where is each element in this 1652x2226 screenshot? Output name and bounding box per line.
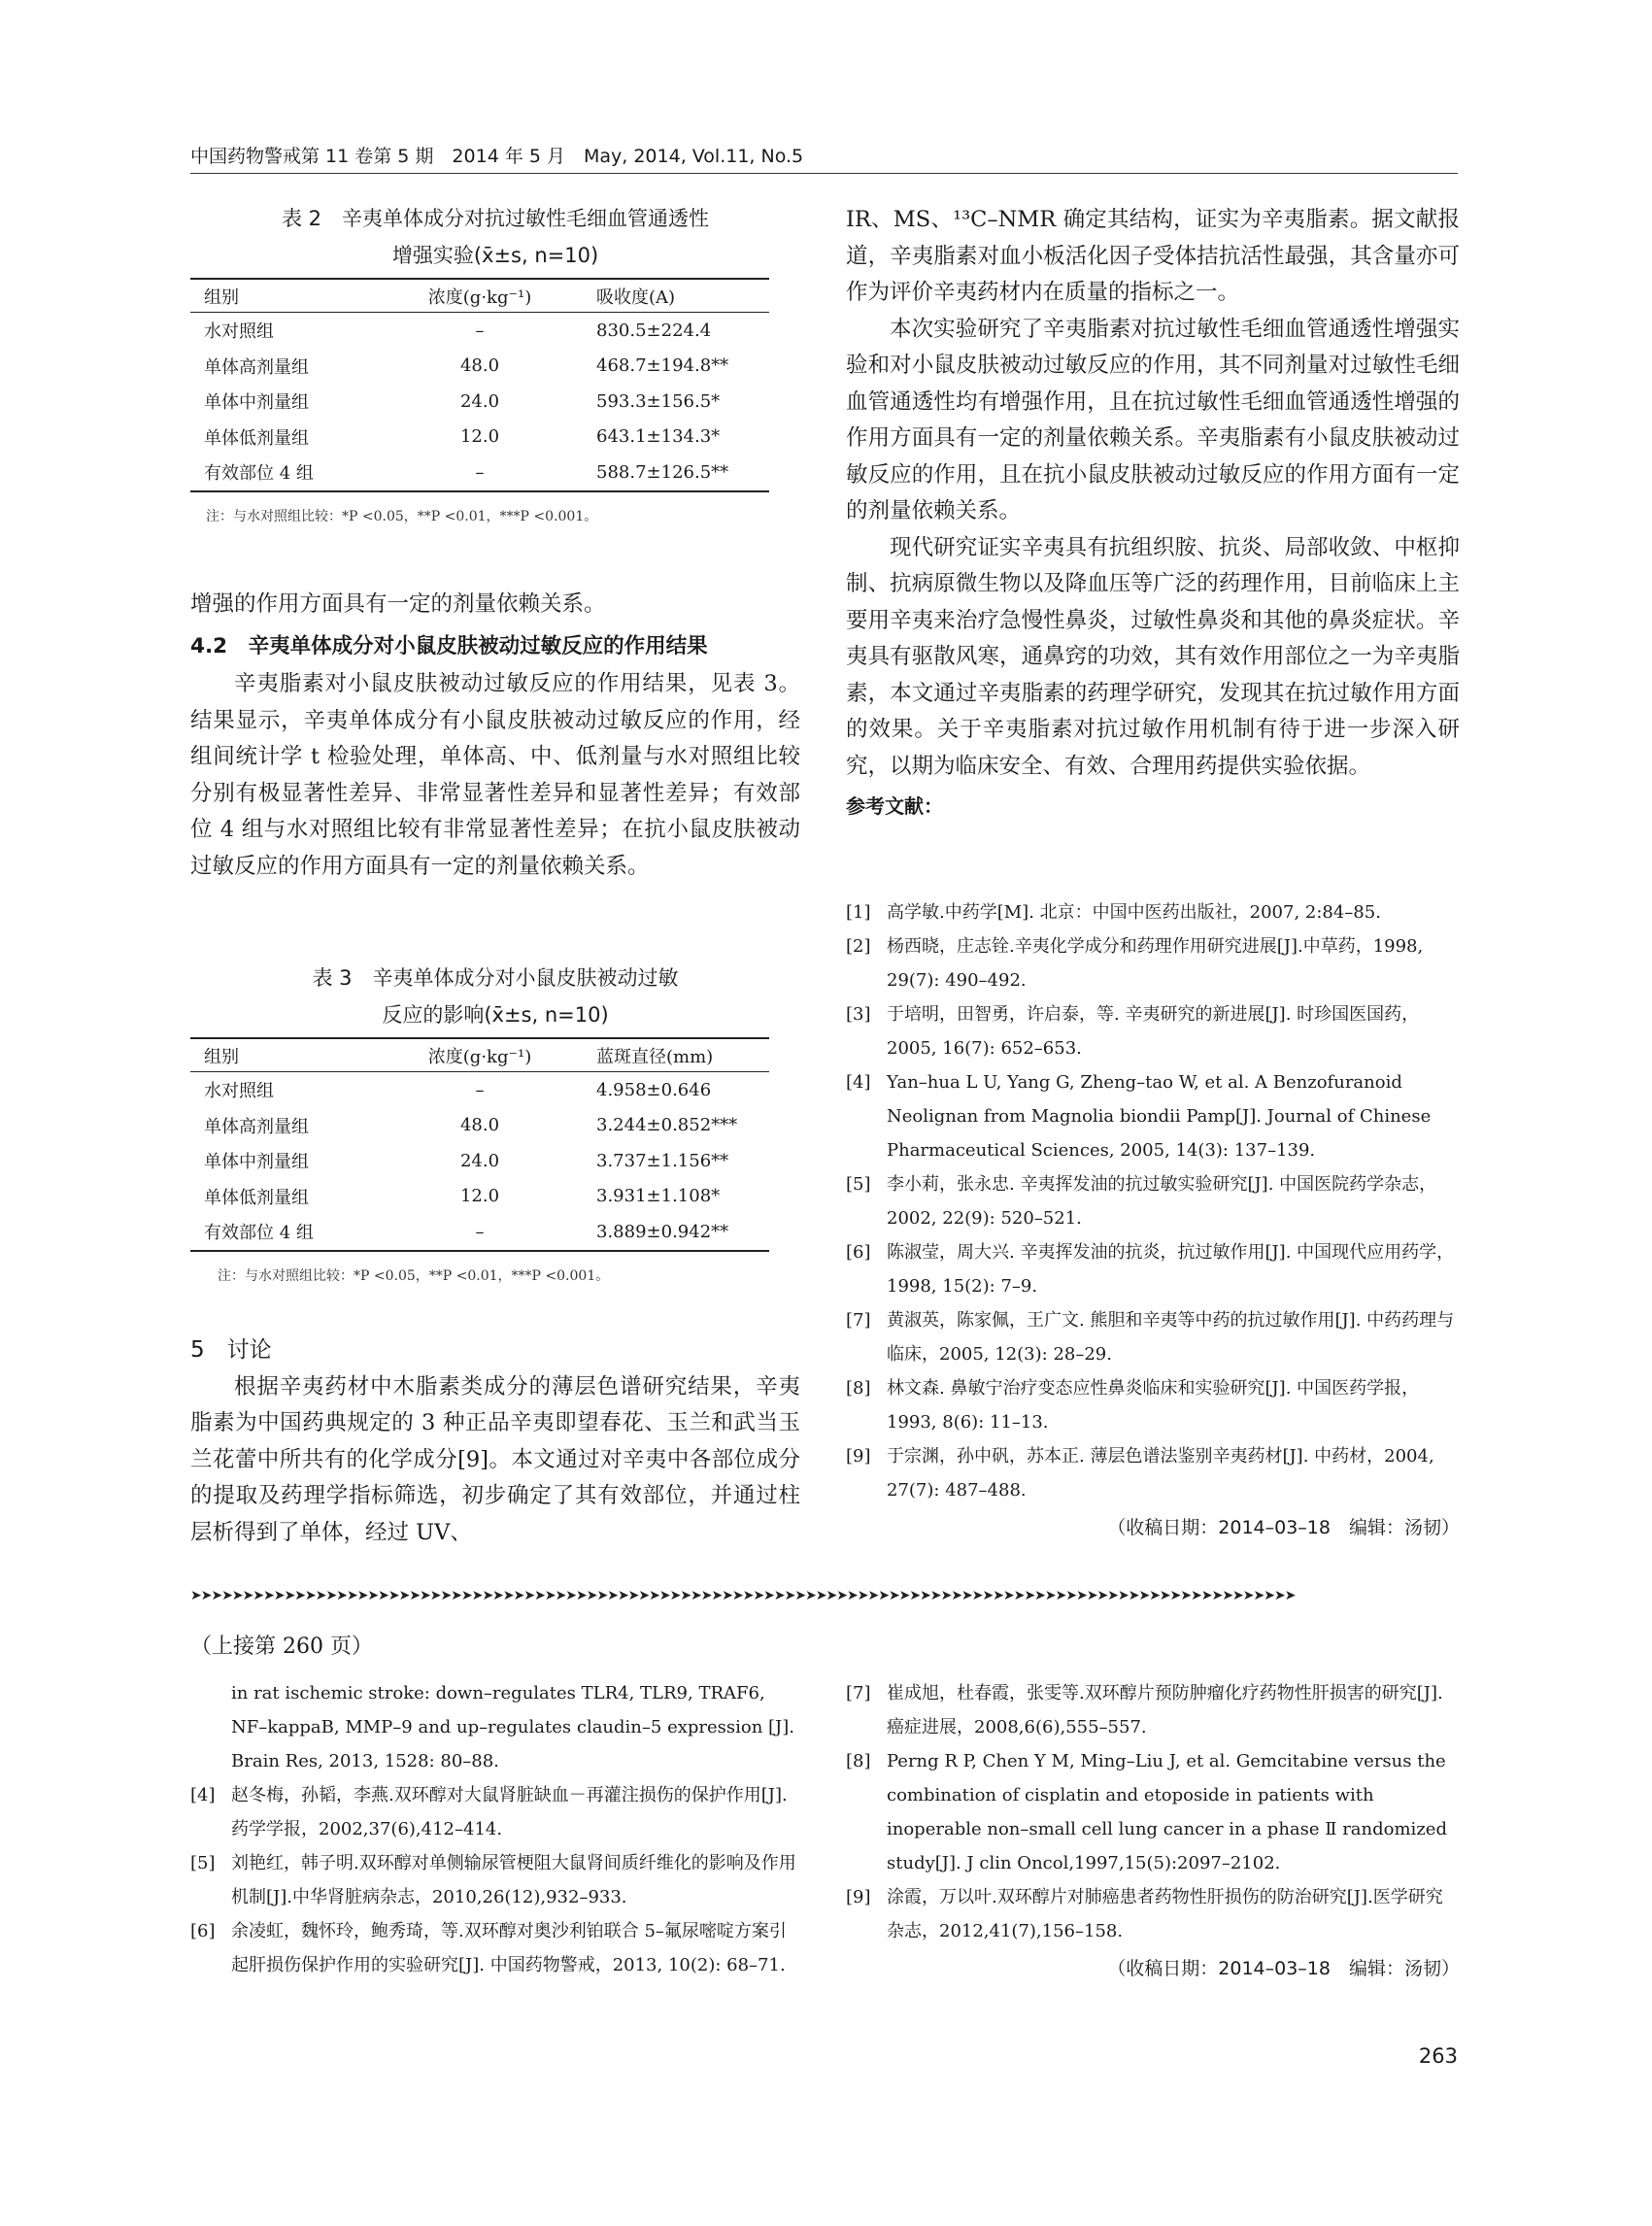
running-header: 中国药物警戒第 11 卷第 5 期 2014 年 5 月 May, 2014, Vol.11, No.5 <box>190 146 804 167</box>
reference-item <box>190 1676 800 1778</box>
table-cell: 24.0 <box>459 390 500 412</box>
table-cell: 单体高剂量组 <box>204 356 309 378</box>
paragraph: 本次实验研究了辛夷脂素对抗过敏性毛细血管通透性增强实验和对小鼠皮肤被动过敏反应的作用，其不同剂量对过敏性毛细血管通透性均有增强作用，且在抗过敏性毛细血管通透性增强的作用方面具有一定的剂量依赖关系。辛夷脂素有小鼠皮肤被动过敏反应的作用，且在抗小鼠皮肤被动过敏反应的作用方面有一定的剂量依赖关系。 <box>846 316 1460 523</box>
table-row <box>190 313 769 349</box>
reference-item <box>846 1303 1460 1371</box>
received-date-editor: （收稿日期：2014–03–18 编辑：汤韧） <box>1107 1517 1460 1538</box>
column-header: 吸收度(A) <box>557 279 769 313</box>
table-row <box>190 349 769 385</box>
column-header: 组别 <box>190 279 402 313</box>
reference-item <box>190 1914 800 1982</box>
paragraph: 现代研究证实辛夷具有抗组织胺、抗炎、局部收敛、中枢抑制、抗病原微生物以及降血压等广泛的药理作用，目前临床上主要用辛夷来治疗急慢性鼻炎，过敏性鼻炎和其他的鼻炎症状。辛夷具有驱散风寒，通鼻窍的功效，其有效作用部位之一为辛夷脂素，本文通过辛夷脂素的药理学研究，发现其在抗过敏作用方面的效果。关于辛夷脂素对抗过敏作用机制有待于进一步深入研究，以期为临床安全、有效、合理用药提供实验依据。 <box>846 534 1460 779</box>
left-body-discussion <box>190 1332 800 1551</box>
table-cell: 48.0 <box>459 1115 500 1136</box>
reference-number: [8] <box>846 1751 871 1771</box>
table-row <box>190 420 769 455</box>
table2 <box>190 278 769 492</box>
reference-number: [6] <box>846 1242 871 1263</box>
reference-number: [5] <box>190 1853 216 1873</box>
reference-item <box>846 1880 1460 1948</box>
reference-item <box>846 895 1460 929</box>
table-cell: – <box>475 320 485 341</box>
reference-text: 赵冬梅，孙韬，李燕.双环醇对大鼠肾脏缺血－再灌注损伤的保护作用[J].药学学报，2002,37(6),412–414. <box>231 1785 788 1839</box>
table-cell: 单体高剂量组 <box>204 1116 309 1137</box>
table-cell: 3.931±1.108* <box>596 1186 721 1207</box>
table-cell: 单体中剂量组 <box>204 392 309 414</box>
table-cell: – <box>475 1079 485 1100</box>
reference-text: Perng R P, Chen Y M, Ming–Liu J, et al. Gemcitabine versus the combination of cisplatin and etoposide in patients with inoperable non–small cell lung cancer in a phase Ⅱ randomized study[J]. J clin Oncol,1997,15(5):2097–2102. <box>887 1751 1447 1873</box>
table2-note: 注：与水对照组比较：*P <0.05，**P <0.01，***P <0.001。 <box>206 508 598 524</box>
table3-caption-line2: 反应的影响(x̄±s, n=10) <box>382 1003 609 1027</box>
paragraph: 辛夷脂素对小鼠皮肤被动过敏反应的作用结果，见表 3。结果显示，辛夷单体成分有小鼠皮肤被动过敏反应的作用，经组间统计学 t 检验处理，单体高、中、低剂量与水对照组比较分别有极显著性差异、非常显著性差异和显著性差异；有效部位 4 组与水对照组比较有非常显著性差异；在抗小鼠皮肤被动过敏反应的作用方面具有一定的剂量依赖关系。 <box>190 671 800 879</box>
table-header-row <box>190 279 769 313</box>
reference-text: 黄淑英，陈家佩，王广文. 熊胆和辛夷等中药的抗过敏作用[J]. 中药药理与临床，2005, 12(3): 28–29. <box>887 1310 1455 1365</box>
reference-item <box>190 1846 800 1914</box>
reference-text: Yan–hua L U, Yang G, Zheng–tao W, et al. A Benzofuranoid Neolignan from Magnolia biondii Pamp[J]. Journal of Chinese Pharmaceutical Sciences, 2005, 14(3): 137–139. <box>887 1072 1432 1161</box>
table-cell: 4.958±0.646 <box>596 1079 712 1100</box>
received-date-editor: （收稿日期：2014–03–18 编辑：汤韧） <box>1107 1958 1460 1979</box>
reference-text: 于宗渊，孙中矾，苏本正. 薄层色谱法鉴别辛夷药材[J]. 中药材，2004, 27(7): 487–488. <box>887 1446 1434 1501</box>
header-rule <box>190 173 1458 174</box>
table-cell: 593.3±156.5* <box>596 390 721 412</box>
table3-note: 注：与水对照组比较：*P <0.05，**P <0.01，***P <0.001。 <box>218 1267 610 1284</box>
paragraph: IR、MS、¹³C–NMR 确定其结构，证实为辛夷脂素。据文献报道，辛夷脂素对血小板活化因子受体拮抗活性最强，其含量亦可作为评价辛夷药材内在质量的指标之一。 <box>846 207 1460 305</box>
reference-number: [6] <box>190 1921 216 1941</box>
reference-text: 刘艳红，韩子明.双环醇对单侧输尿管梗阻大鼠肾间质纤维化的影响及作用机制[J].中华肾脏病杂志，2010,26(12),932–933. <box>231 1853 796 1907</box>
references-list <box>846 895 1460 1545</box>
continued-label: （上接第 260 页） <box>190 1635 373 1659</box>
table3-block <box>190 960 800 1285</box>
reference-text: 于培明，田智勇，许启泰，等. 辛夷研究的新进展[J]. 时珍国医国药，2005, 16(7): 652–653. <box>887 1004 1420 1059</box>
continued-right-refs <box>846 1676 1460 1986</box>
table3 <box>190 1037 769 1252</box>
reference-text: 崔成旭，杜春霞，张雯等.双环醇片预防肿瘤化疗药物性肝损害的研究[J].癌症进展，2008,6(6),555–557. <box>887 1683 1443 1737</box>
reference-item <box>846 1167 1460 1235</box>
table-cell: 3.244±0.852*** <box>596 1115 738 1136</box>
table-cell: 3.889±0.942** <box>557 1214 769 1251</box>
reference-number: [9] <box>846 1887 871 1907</box>
table-cell: – <box>402 1214 557 1251</box>
table-row <box>190 1072 769 1108</box>
table-cell: 水对照组 <box>204 321 274 343</box>
table-cell: – <box>402 455 557 491</box>
table-row <box>190 1179 769 1215</box>
reference-text: 林文森. 鼻敏宁治疗变态应性鼻炎临床和实验研究[J]. 中国医药学报，1993, 8(6): 11–13. <box>887 1378 1420 1433</box>
reference-number: [8] <box>846 1378 871 1399</box>
table2-caption-line1: 表 2 辛夷单体成分对抗过敏性毛细血管通透性 <box>281 207 710 230</box>
column-header: 组别 <box>190 1038 402 1072</box>
table-cell: 830.5±224.4 <box>596 320 712 341</box>
right-body <box>846 202 1460 826</box>
table-row <box>190 384 769 420</box>
reference-text: 杨西晓，庄志铨.辛夷化学成分和药理作用研究进展[J].中草药，1998, 29(7): 490–492. <box>887 936 1424 991</box>
table2-caption-line2: 增强实验(x̄±s, n=10) <box>391 244 599 267</box>
table-cell: 48.0 <box>459 355 500 377</box>
section-divider: ➤➤➤➤➤➤➤➤➤➤➤➤➤➤➤➤➤➤➤➤➤➤➤➤➤➤➤➤➤➤➤➤➤➤➤➤➤➤➤➤➤➤➤➤➤➤➤➤➤➤➤➤➤➤➤➤➤➤➤➤➤➤➤➤➤➤➤➤➤➤➤➤➤➤➤➤➤➤➤➤➤➤➤➤➤➤➤➤➤➤➤➤➤➤➤➤➤➤➤➤➤➤➤➤➤➤ <box>190 1588 1296 1603</box>
reference-number: [7] <box>846 1683 871 1703</box>
reference-item <box>846 1439 1460 1507</box>
reference-number: [4] <box>190 1785 216 1805</box>
table-header-row <box>190 1038 769 1072</box>
reference-number: [5] <box>846 1174 871 1195</box>
table-cell: 468.7±194.8** <box>596 355 729 377</box>
reference-item <box>846 1744 1460 1880</box>
table-cell: 有效部位 4 组 <box>190 1214 402 1251</box>
reference-number: [4] <box>846 1072 871 1093</box>
table-cell: 588.7±126.5** <box>557 455 769 491</box>
table-cell: 水对照组 <box>204 1081 274 1102</box>
reference-text: 陈淑莹，周大兴. 辛夷挥发油的抗炎，抗过敏作用[J]. 中国现代应用药学，1998, 15(2): 7–9. <box>887 1242 1455 1297</box>
page-number: 263 <box>1418 2044 1458 2068</box>
table-cell: 12.0 <box>459 426 500 448</box>
table-row <box>190 1108 769 1144</box>
reference-text: 李小莉，张永忠. 辛夷挥发油的抗过敏实验研究[J]. 中国医院药学杂志，2002, 22(9): 520–521. <box>887 1174 1437 1229</box>
reference-text: in rat ischemic stroke: down–regulates TLR4, TLR9, TRAF6, NF–kappaB, MMP–9 and up–regulates claudin–5 expression [J]. Brain Res, 2013, 1528: 80–88. <box>231 1683 795 1771</box>
table2-block <box>190 200 800 525</box>
continued-left-refs <box>190 1676 800 1982</box>
column-header: 浓度(g·kg⁻¹) <box>402 279 557 313</box>
table-cell: 单体中剂量组 <box>204 1152 309 1173</box>
reference-item <box>846 929 1460 997</box>
column-header: 浓度(g·kg⁻¹) <box>402 1038 557 1072</box>
reference-text: 余凌虹，魏怀玲，鲍秀琦，等.双环醇对奥沙利铂联合 5–氟尿嘧啶方案引起肝损伤保护作用的实验研究[J]. 中国药物警戒，2013, 10(2): 68–71. <box>231 1921 787 1975</box>
column-header: 蓝斑直径(mm) <box>557 1038 769 1072</box>
table-cell: 单体低剂量组 <box>204 1187 309 1208</box>
table-cell: 643.1±134.3* <box>596 426 721 448</box>
references-title: 参考文献： <box>846 794 943 818</box>
paragraph: 根据辛夷药材中木脂素类成分的薄层色谱研究结果，辛夷脂素为中国药典规定的 3 种正品辛夷即望春花、玉兰和武当玉兰花蕾中所共有的化学成分[9]。本文通过对辛夷中各部位成分的提取及药理学指标筛选，初步确定了其有效部位，并通过柱层析得到了单体，经过 UV、 <box>190 1373 800 1545</box>
reference-item <box>846 1235 1460 1303</box>
section-4-2-title: 4.2 辛夷单体成分对小鼠皮肤被动过敏反应的作用结果 <box>190 633 708 658</box>
reference-text: 高学敏.中药学[M]. 北京：中国中医药出版社，2007, 2:84–85. <box>887 902 1381 923</box>
reference-item <box>190 1778 800 1846</box>
table-cell: 有效部位 4 组 <box>190 455 402 491</box>
table-row <box>190 455 769 491</box>
reference-text: 涂霞，万以叶.双环醇片对肺癌患者药物性肝损伤的防治研究[J].医学研究杂志，2012,41(7),156–158. <box>887 1887 1443 1941</box>
table-row <box>190 1214 769 1251</box>
section-5-title: 5 讨论 <box>190 1337 272 1363</box>
table-cell: 3.737±1.156** <box>596 1150 729 1171</box>
reference-number: [1] <box>846 902 871 923</box>
reference-item <box>846 1676 1460 1744</box>
reference-item <box>846 1371 1460 1439</box>
table3-caption-line1: 表 3 辛夷单体成分对小鼠皮肤被动过敏 <box>312 966 679 990</box>
paragraph: 增强的作用方面具有一定的剂量依赖关系。 <box>190 591 606 617</box>
table-cell: 24.0 <box>459 1150 500 1171</box>
reference-number <box>190 1676 231 1778</box>
reference-number: [7] <box>846 1310 871 1331</box>
reference-number: [2] <box>846 936 871 957</box>
left-body <box>190 587 800 885</box>
reference-number: [3] <box>846 1004 871 1025</box>
table-cell: 单体低剂量组 <box>204 427 309 449</box>
reference-item <box>846 1065 1460 1167</box>
reference-number: [9] <box>846 1446 871 1467</box>
table-row <box>190 1143 769 1179</box>
table-cell: 12.0 <box>459 1186 500 1207</box>
reference-item <box>846 997 1460 1065</box>
